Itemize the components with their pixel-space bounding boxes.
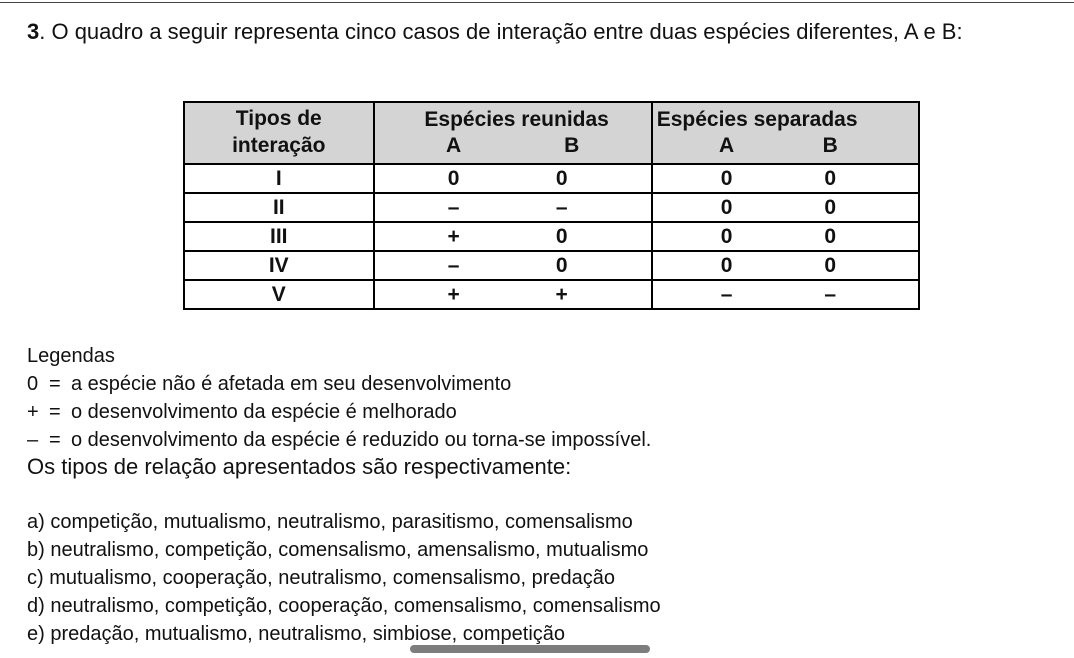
header-type-line2: interação <box>232 134 326 157</box>
apart-b-value: 0 <box>824 254 837 277</box>
question-text: . O quadro a seguir representa cinco casos de interação entre duas espécies diferentes, A e B: <box>39 19 963 44</box>
row-apart-cell <box>652 251 919 280</box>
row-type: II <box>184 193 374 222</box>
apart-a-value: – <box>720 283 733 306</box>
together-a-value: – <box>447 254 460 277</box>
option-d[interactable]: d) neutralismo, competição, cooperação, comensalismo, comensalismo <box>27 595 661 617</box>
together-b-value: 0 <box>555 254 568 277</box>
row-type: III <box>184 222 374 251</box>
header-species-together <box>374 102 652 164</box>
legend-item <box>27 398 651 426</box>
header-apart-a: A <box>718 134 735 157</box>
apart-a-value: 0 <box>720 225 733 248</box>
row-type: I <box>184 164 374 193</box>
option-b[interactable]: b) neutralismo, competição, comensalismo, amensalismo, mutualismo <box>27 539 649 561</box>
question-number: 3 <box>27 19 40 44</box>
row-apart-cell <box>652 280 919 309</box>
table-row <box>184 280 919 309</box>
table-row <box>184 164 919 193</box>
legend-equals: = <box>49 401 61 423</box>
row-apart-cell <box>652 164 919 193</box>
table-row <box>184 193 919 222</box>
table-row <box>184 222 919 251</box>
together-b-value: – <box>555 196 568 219</box>
row-apart-cell <box>652 222 919 251</box>
apart-a-value: 0 <box>720 196 733 219</box>
question-statement <box>27 18 1057 46</box>
option-a[interactable]: a) competição, mutualismo, neutralismo, parasitismo, comensalismo <box>27 511 633 533</box>
question-prompt: Os tipos de relação apresentados são respectivamente: <box>27 454 572 479</box>
legend-item <box>27 370 651 398</box>
header-together-a: A <box>446 134 462 157</box>
row-type: IV <box>184 251 374 280</box>
legend <box>27 342 651 454</box>
option-e[interactable]: e) predação, mutualismo, neutralismo, simbiose, competição <box>27 623 566 645</box>
answer-options <box>27 508 661 648</box>
row-apart-cell <box>652 193 919 222</box>
horizontal-scrollbar[interactable] <box>410 645 650 653</box>
apart-b-value: 0 <box>824 167 837 190</box>
together-a-value: 0 <box>447 167 460 190</box>
apart-b-value: 0 <box>824 225 837 248</box>
header-together-b: B <box>564 134 580 157</box>
together-a-value: – <box>447 196 460 219</box>
table-row <box>184 251 919 280</box>
legend-text: a espécie não é afetada em seu desenvolvimento <box>71 373 512 395</box>
header-apart-title: Espécies separadas <box>656 108 858 131</box>
together-b-value: 0 <box>555 167 568 190</box>
row-together-cell <box>374 251 652 280</box>
legend-symbol: + <box>27 401 39 423</box>
row-together-cell <box>374 280 652 309</box>
together-a-value: + <box>447 225 460 248</box>
legend-item <box>27 426 651 454</box>
top-divider <box>0 2 1074 3</box>
interaction-table <box>183 101 920 310</box>
row-together-cell <box>374 164 652 193</box>
apart-b-value: – <box>824 283 837 306</box>
header-interaction-type <box>184 102 374 164</box>
option-c[interactable]: c) mutualismo, cooperação, neutralismo, comensalismo, predação <box>27 567 616 589</box>
legend-title: Legendas <box>27 345 115 367</box>
row-type: V <box>184 280 374 309</box>
row-together-cell <box>374 222 652 251</box>
header-species-apart <box>652 102 919 164</box>
together-b-value: + <box>555 283 568 306</box>
header-apart-b: B <box>822 134 838 157</box>
apart-a-value: 0 <box>720 254 733 277</box>
legend-symbol: – <box>27 429 39 451</box>
together-a-value: + <box>447 283 460 306</box>
legend-symbol: 0 <box>27 373 39 395</box>
header-together-title: Espécies reunidas <box>424 108 609 131</box>
apart-b-value: 0 <box>824 196 837 219</box>
together-b-value: 0 <box>555 225 568 248</box>
legend-equals: = <box>49 373 61 395</box>
row-together-cell <box>374 193 652 222</box>
table-header-row <box>184 102 919 164</box>
apart-a-value: 0 <box>720 167 733 190</box>
legend-text: o desenvolvimento da espécie é melhorado <box>71 401 457 423</box>
legend-text: o desenvolvimento da espécie é reduzido ou torna-se impossível. <box>71 429 652 451</box>
header-type-line1: Tipos de <box>235 107 322 130</box>
legend-equals: = <box>49 429 61 451</box>
